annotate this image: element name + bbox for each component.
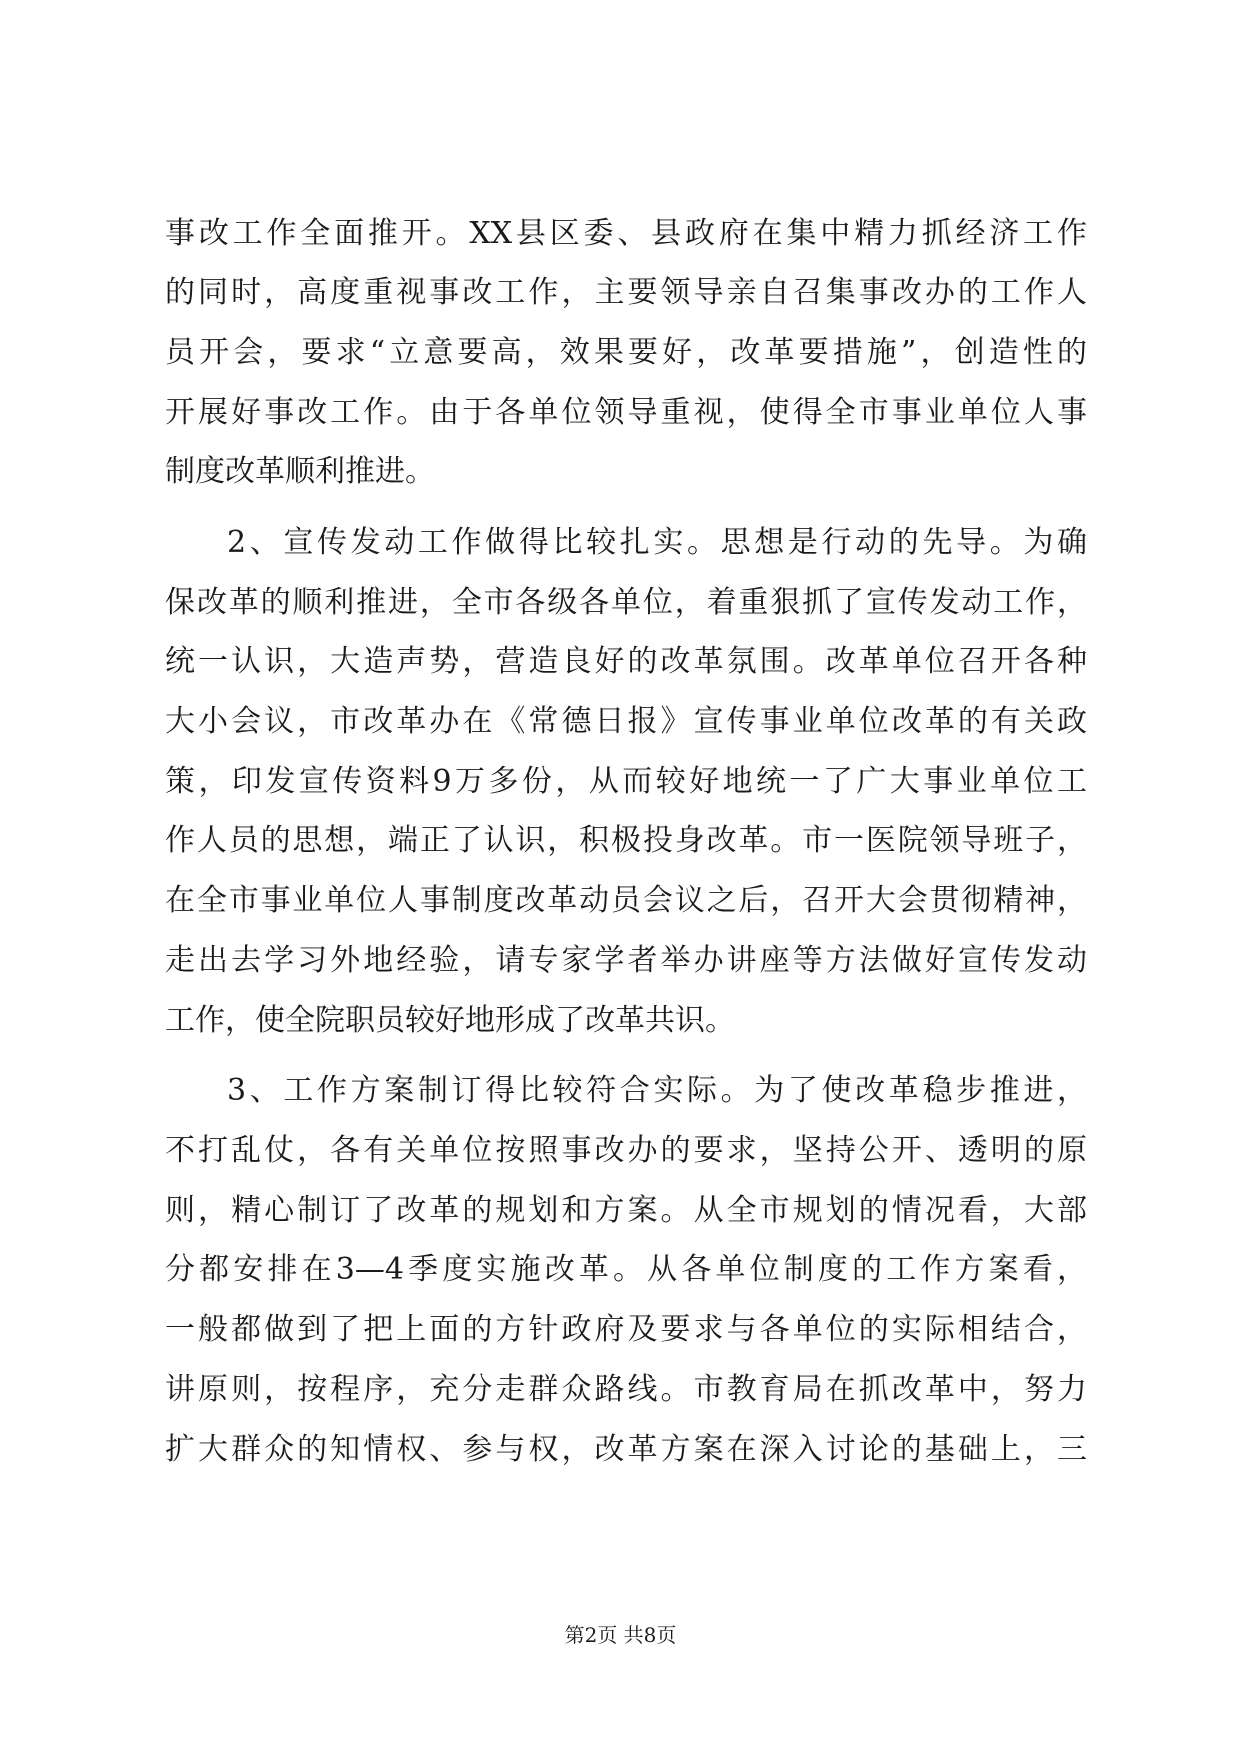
text-line: 开展好事改工作。由于各单位领导重视，使得全市事业单位人事 <box>165 395 1087 430</box>
text-line: 保改革的顺利推进，全市各级各单位，着重狠抓了宣传发动工作， <box>165 585 1087 620</box>
text-line: 作人员的思想，端正了认识，积极投身改革。市一医院领导班子， <box>165 823 1087 858</box>
text-line: 不打乱仗，各有关单位按照事改办的要求，坚持公开、透明的原 <box>165 1133 1087 1168</box>
text-line: 员开会，要求“立意要高，效果要好，改革要措施”，创造性的 <box>165 335 1087 370</box>
text-line: 统一认识，大造声势，营造良好的改革氛围。改革单位召开各种 <box>165 644 1087 679</box>
text-line: 的同时，高度重视事改工作，主要领导亲自召集事改办的工作人 <box>165 275 1087 310</box>
page-number-footer: 第2页 共8页 <box>564 1623 677 1647</box>
text-line: 一般都做到了把上面的方针政府及要求与各单位的实际相结合， <box>165 1312 1087 1347</box>
text-line: 策，印发宣传资料9万多份，从而较好地统一了广大事业单位工 <box>165 764 1087 799</box>
text-line: 则，精心制订了改革的规划和方案。从全市规划的情况看，大部 <box>165 1193 1087 1228</box>
text-line: 讲原则，按程序，充分走群众路线。市教育局在抓改革中，努力 <box>165 1372 1087 1407</box>
text-line: 工作，使全院职员较好地形成了改革共识。 <box>165 1003 735 1038</box>
text-line: 扩大群众的知情权、参与权，改革方案在深入讨论的基础上，三 <box>165 1432 1087 1467</box>
text-line: 分都安排在3—4季度实施改革。从各单位制度的工作方案看， <box>165 1252 1087 1287</box>
text-line: 在全市事业单位人事制度改革动员会议之后，召开大会贯彻精神， <box>165 883 1087 918</box>
text-line: 事改工作全面推开。XX县区委、县政府在集中精力抓经济工作 <box>165 216 1087 251</box>
paragraph-start-line: 2、宣传发动工作做得比较扎实。思想是行动的先导。为确 <box>227 525 1087 560</box>
paragraph-start-line: 3、工作方案制订得比较符合实际。为了使改革稳步推进， <box>227 1073 1087 1108</box>
text-line: 制度改革顺利推进。 <box>165 454 435 489</box>
text-line: 大小会议，市改革办在《常德日报》宣传事业单位改革的有关政 <box>165 704 1087 739</box>
text-line: 走出去学习外地经验，请专家学者举办讲座等方法做好宣传发动 <box>165 943 1087 978</box>
